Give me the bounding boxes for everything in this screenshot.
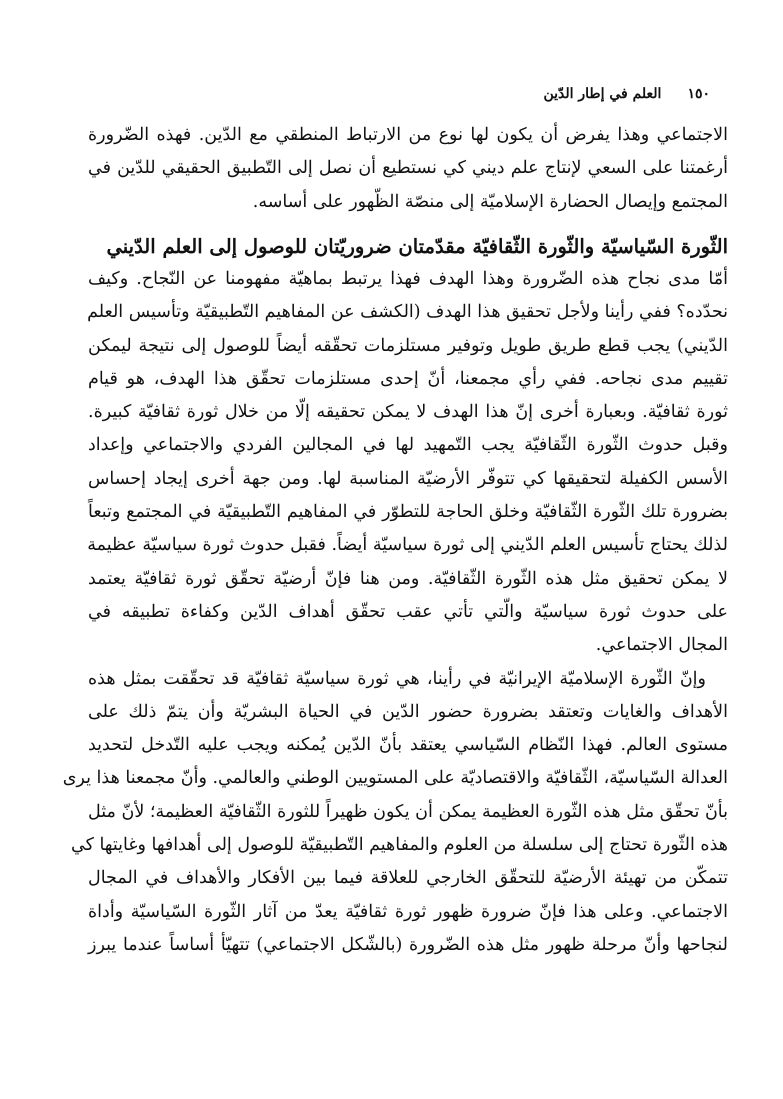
text-line: بأنّ تحقّق مثل هذه الثّورة العظيمة يمكن أن يكون ظهيراً للثورة الثّقافيّة العظيمة؛ لأنّ مثل — [88, 801, 728, 822]
text-line: المجال الاجتماعي. — [595, 635, 728, 656]
text-line: ثورة ثقافيّة. وبعبارة أخرى إنّ هذا الهدف لا يمكن تحقيقه إلّا من خلال ثورة ثقافيّة كبيرة. — [88, 402, 728, 423]
section-heading: الثّورة السّياسيّة والثّورة الثّقافيّة مقدّمتان ضروريّتان للوصول إلى العلم الدّيني — [106, 235, 728, 258]
text-line: لا يمكن تحقيق مثل هذه الثّورة الثّقافيّة. ومن هنا فإنّ أرضيّة تحقّق ثورة ثقافيّة يعتمد — [88, 568, 728, 589]
running-header — [88, 86, 710, 102]
text-line: بضرورة تلك الثّورة الثّقافيّة وخلق الحاجة للتطوّر في المفاهيم التّطبيقيّة في المجتمع وتبعاً — [88, 502, 728, 523]
text-line: أمّا مدى نجاح هذه الضّرورة وهذا الهدف فهذا يرتبط بماهيّة مفهومنا عن النّجاح. وكيف — [88, 269, 728, 289]
text-line: لذلك يحتاج تأسيس العلم الدّيني إلى ثورة سياسيّة أيضاً. فقبل حدوث ثورة سياسيّة عظيمة — [87, 535, 728, 556]
text-line: الأهداف والغايات وتعتقد بضرورة حضور الدّين في الحياة البشريّة وأن يتمّ ذلك على — [88, 701, 728, 722]
text-line: المجتمع وإيصال الحضارة الإسلاميّة إلى منصّة الظّهور على أساسه. — [252, 191, 728, 212]
text-line: نحدّده؟ ففي رأينا ولأجل تحقيق هذا الهدف (الكشف عن المفاهيم التّطبيقيّة وتأسيس العلم — [87, 302, 728, 323]
text-line: هذه الثّورة تحتاج إلى سلسلة من العلوم والمفاهيم التّطبيقيّة للوصول إلى أهدافها وغايتها كي — [70, 835, 728, 856]
text-line: تتمكّن من تهيئة الأرضيّة للتحقّق الخارجي للعلاقة فيما بين الأفكار والأهداف في المجال — [88, 868, 728, 889]
text-line: وإنّ الثّورة الإسلاميّة الإيرانيّة في رأينا، هي ثورة سياسيّة ثقافيّة قد تحقّقت بمثل هذه — [88, 668, 706, 689]
running-title: العلم في إطار الدّين — [543, 86, 662, 102]
page-number: ١٥٠ — [687, 86, 710, 102]
text-line: الاجتماعي وهذا يفرض أن يكون لها نوع من الارتباط المنطقي مع الدّين. فهذه الضّرورة — [88, 125, 728, 145]
text-line: لنجاحها وأنّ مرحلة ظهور مثل هذه الضّرورة (بالشّكل الاجتماعي) تتهيّأ أساساً عندما يبرز — [88, 934, 728, 955]
text-line: وقبل حدوث الثّورة الثّقافيّة يجب التّمهيد لها في المجالين الفردي والاجتماعي وإعداد — [88, 435, 728, 456]
text-line: مستوى العالم. فهذا النّظام السّياسي يعتقد بأنّ الدّين يُمكنه ويجب عليه التّدخل لتحديد — [88, 735, 728, 756]
text-line: الاجتماعي. وعلى هذا فإنّ ضرورة ظهور ثورة ثقافيّة يعدّ من آثار الثّورة السّياسيّة وأداة — [88, 901, 728, 922]
text-line: تقييم مدى نجاحه. ففي رأي مجمعنا، أنّ إحدى مستلزمات تحقّق هذا الهدف، هو قيام — [88, 368, 728, 389]
text-line: العدالة السّياسيّة، الثّقافيّة والاقتصاديّة على المستويين الوطني والعالمي. وأنّ مجمعنا هذا يرى — [62, 768, 728, 789]
text-line: على حدوث ثورة سياسيّة والّتي تأتي عقب تحقّق أهداف الدّين وكفاءة تطبيقه في — [88, 601, 728, 622]
paragraph-2 — [62, 263, 728, 962]
paragraph-1 — [88, 119, 728, 219]
text-line: الدّيني) يجب قطع طريق طويل وتوفير مستلزمات تحقّقه أيضاً للوصول إلى نتيجة ليمكن — [88, 335, 728, 356]
text-line: أرغمتنا على السعي لإنتاج علم ديني كي نستطيع أن نصل إلى التّطبيق الحقيقي للدّين في — [88, 158, 728, 179]
text-line: الأسس الكفيلة لتحقيقها كي تتوفّر الأرضيّة المناسبة لها. ومن جهة أخرى إيجاد إحساس — [88, 468, 728, 489]
